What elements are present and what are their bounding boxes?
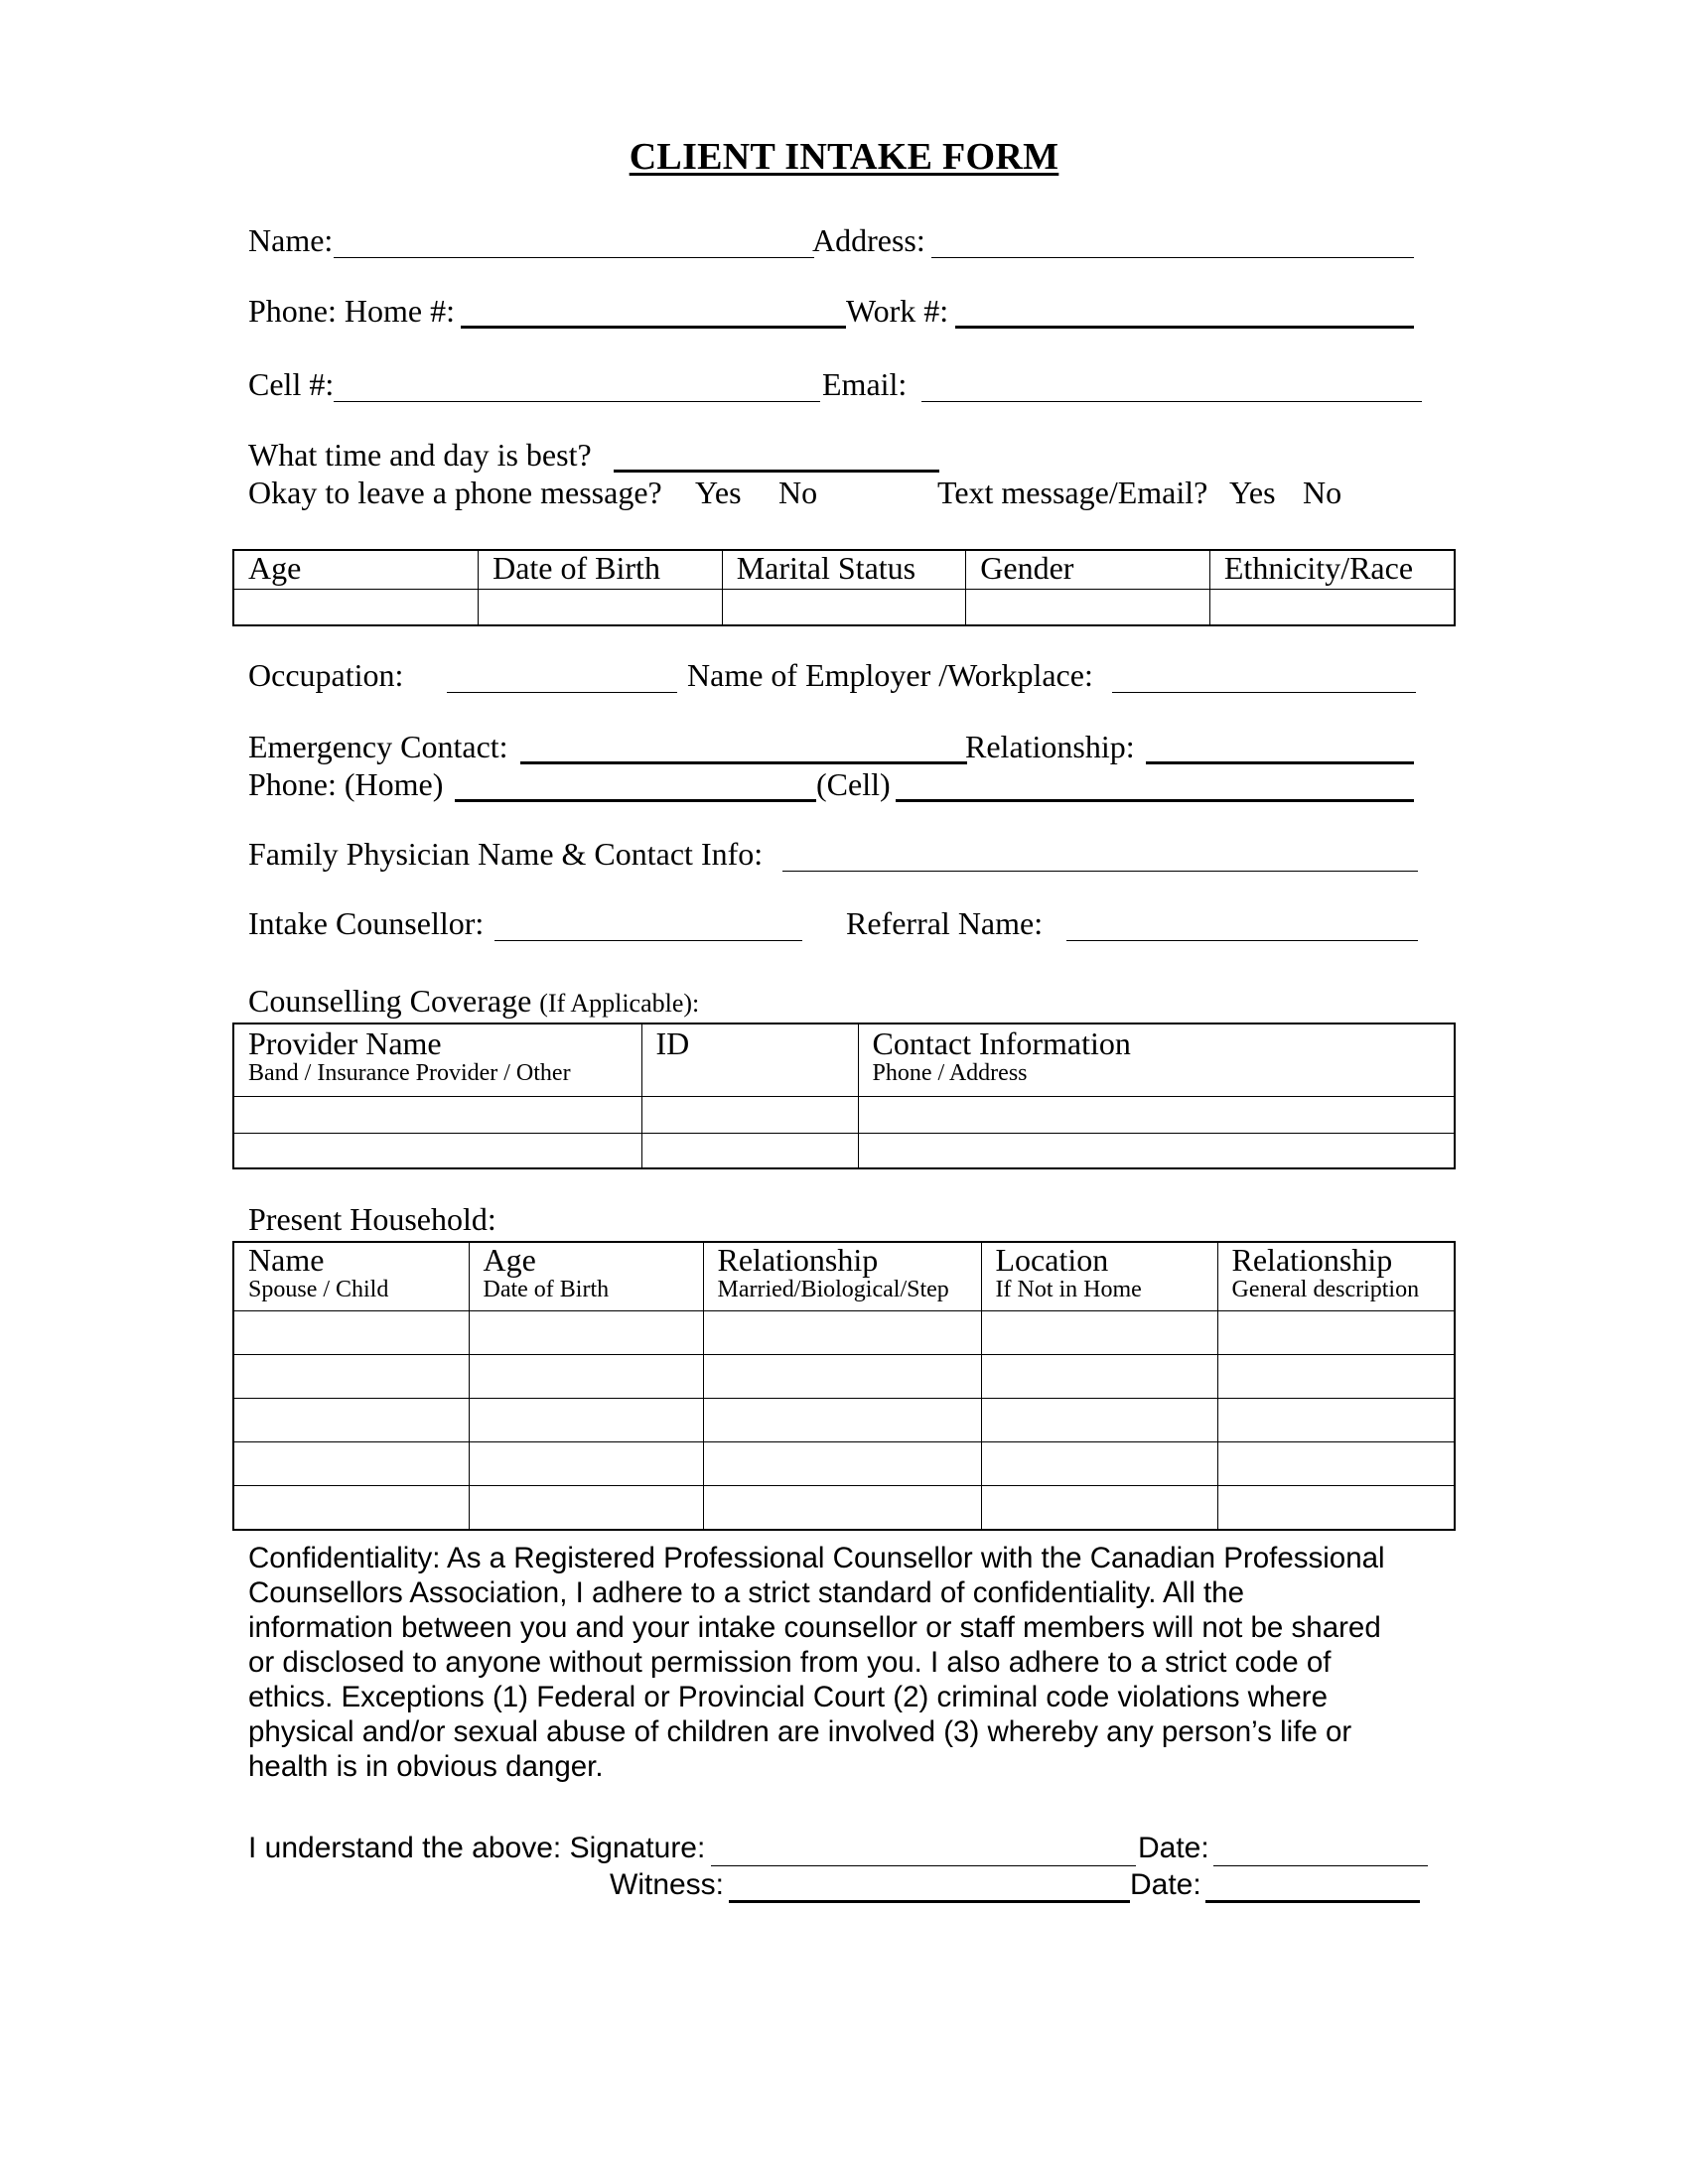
household-header-relationship: Relationship Married/Biological/Step — [703, 1243, 981, 1310]
relationship-label: Relationship: — [965, 729, 1135, 764]
witness-row — [248, 1865, 1440, 1905]
confidentiality-line: information between you and your intake counsellor or staff members will not be shared — [248, 1611, 1381, 1644]
confidentiality-line: health is in obvious danger. — [248, 1750, 604, 1783]
coverage-id-cell[interactable] — [641, 1096, 858, 1133]
intake-counsellor-field[interactable] — [494, 940, 802, 941]
dob-cell[interactable] — [479, 589, 723, 624]
emergency-phone-home-label: Phone: (Home) — [248, 766, 444, 802]
household-row — [234, 1485, 1454, 1529]
cell-label: Cell #: — [248, 366, 335, 402]
household-description-cell[interactable] — [1217, 1398, 1454, 1441]
household-description-cell[interactable] — [1217, 1485, 1454, 1529]
coverage-table — [232, 1023, 1456, 1169]
household-location-cell[interactable] — [981, 1398, 1217, 1441]
household-table — [232, 1241, 1456, 1531]
gender-cell[interactable] — [966, 589, 1210, 624]
household-description-cell[interactable] — [1217, 1310, 1454, 1354]
household-name-cell[interactable] — [234, 1441, 469, 1485]
physician-field[interactable] — [782, 871, 1418, 872]
household-row — [234, 1354, 1454, 1398]
signature-date-label: Date: — [1138, 1832, 1209, 1864]
household-age-cell[interactable] — [469, 1398, 703, 1441]
coverage-header-id: ID — [641, 1024, 858, 1096]
confidentiality-line: or disclosed to anyone without permission from you. I also adhere to a strict code of — [248, 1646, 1332, 1679]
emergency-phone-home-field[interactable] — [455, 799, 816, 802]
household-location-cell[interactable] — [981, 1310, 1217, 1354]
message-permission-row — [248, 473, 1440, 512]
work-label: Work #: — [846, 293, 949, 329]
household-description-cell[interactable] — [1217, 1441, 1454, 1485]
address-label: Address: — [812, 222, 925, 258]
household-location-cell[interactable] — [981, 1441, 1217, 1485]
household-location-cell[interactable] — [981, 1354, 1217, 1398]
intake-counsellor-label: Intake Counsellor: — [248, 905, 485, 941]
household-row — [234, 1441, 1454, 1485]
coverage-caption: Counselling Coverage (If Applicable): — [248, 983, 700, 1019]
demographics-header-ethnicity: Ethnicity/Race — [1209, 551, 1454, 589]
household-relationship-cell[interactable] — [703, 1354, 981, 1398]
witness-date-field[interactable] — [1205, 1900, 1420, 1903]
emergency-contact-row — [248, 727, 1440, 766]
emergency-cell-label: (Cell) — [816, 766, 891, 802]
name-label: Name: — [248, 222, 334, 258]
coverage-contact-cell[interactable] — [858, 1096, 1454, 1133]
household-name-cell[interactable] — [234, 1485, 469, 1529]
text-email-no-option[interactable]: No — [1303, 475, 1342, 510]
email-label: Email: — [822, 366, 908, 402]
witness-date-label: Date: — [1130, 1868, 1201, 1901]
phone-home-field[interactable] — [461, 326, 846, 329]
signature-label: I understand the above: Signature: — [248, 1832, 706, 1864]
phone-message-yes-option[interactable]: Yes — [695, 475, 742, 510]
household-age-cell[interactable] — [469, 1354, 703, 1398]
phone-message-no-option[interactable]: No — [778, 475, 818, 510]
referral-label: Referral Name: — [846, 905, 1044, 941]
marital-status-cell[interactable] — [722, 589, 966, 624]
text-email-label: Text message/Email? — [937, 475, 1208, 510]
coverage-header-provider: Provider Name Band / Insurance Provider / Other — [234, 1024, 641, 1096]
demographics-table — [232, 549, 1456, 626]
signature-row — [248, 1829, 1440, 1868]
best-time-label: What time and day is best? — [248, 437, 592, 473]
demographics-header-marital: Marital Status — [722, 551, 966, 589]
coverage-provider-cell[interactable] — [234, 1096, 641, 1133]
demographics-header-dob: Date of Birth — [479, 551, 723, 589]
household-age-cell[interactable] — [469, 1485, 703, 1529]
confidentiality-line: Counsellors Association, I adhere to a strict standard of confidentiality. All the — [248, 1576, 1244, 1609]
witness-label: Witness: — [610, 1868, 725, 1901]
confidentiality-line: Confidentiality: As a Registered Professional Counsellor with the Canadian Professional — [248, 1542, 1385, 1574]
coverage-provider-cell[interactable] — [234, 1133, 641, 1167]
employer-field[interactable] — [1112, 692, 1416, 693]
email-field[interactable] — [921, 401, 1422, 402]
household-relationship-cell[interactable] — [703, 1441, 981, 1485]
household-location-cell[interactable] — [981, 1485, 1217, 1529]
household-name-cell[interactable] — [234, 1310, 469, 1354]
household-header-general: Relationship General description — [1217, 1243, 1454, 1310]
household-row — [234, 1398, 1454, 1441]
household-caption: Present Household: — [248, 1201, 496, 1237]
emergency-cell-field[interactable] — [896, 799, 1414, 802]
physician-label: Family Physician Name & Contact Info: — [248, 836, 764, 872]
ethnicity-cell[interactable] — [1209, 589, 1454, 624]
occupation-field[interactable] — [447, 692, 677, 693]
coverage-id-cell[interactable] — [641, 1133, 858, 1167]
household-relationship-cell[interactable] — [703, 1310, 981, 1354]
household-relationship-cell[interactable] — [703, 1485, 981, 1529]
text-email-yes-option[interactable]: Yes — [1229, 475, 1276, 510]
phone-message-label: Okay to leave a phone message? — [248, 475, 662, 510]
intake-row — [248, 903, 1440, 943]
household-relationship-cell[interactable] — [703, 1398, 981, 1441]
cell-field[interactable] — [334, 401, 820, 402]
household-row — [234, 1310, 1454, 1354]
household-age-cell[interactable] — [469, 1310, 703, 1354]
household-header-age: Age Date of Birth — [469, 1243, 703, 1310]
coverage-contact-cell[interactable] — [858, 1133, 1454, 1167]
address-field[interactable] — [931, 257, 1414, 258]
physician-row — [248, 834, 1440, 874]
confidentiality-statement — [248, 1541, 1440, 1784]
occupation-row — [248, 655, 1440, 695]
referral-field[interactable] — [1066, 940, 1418, 941]
best-time-row — [248, 435, 1440, 475]
coverage-header-contact: Contact Information Phone / Address — [858, 1024, 1454, 1096]
employer-label: Name of Employer /Workplace: — [687, 657, 1093, 693]
demographics-header-age: Age — [234, 551, 479, 589]
coverage-caption-note: (If Applicable): — [539, 989, 700, 1018]
confidentiality-line: physical and/or sexual abuse of children are involved (3) whereby any person’s life or — [248, 1715, 1352, 1748]
household-name-cell[interactable] — [234, 1354, 469, 1398]
name-address-row — [248, 220, 1440, 260]
demographics-header-gender: Gender — [966, 551, 1210, 589]
phone-row — [248, 291, 1440, 331]
cell-email-row — [248, 364, 1440, 404]
emergency-phone-row — [248, 764, 1440, 804]
witness-field[interactable] — [729, 1900, 1130, 1903]
phone-home-label: Phone: Home #: — [248, 293, 455, 329]
household-header-location: Location If Not in Home — [981, 1243, 1217, 1310]
household-header-name: Name Spouse / Child — [234, 1243, 469, 1310]
household-age-cell[interactable] — [469, 1441, 703, 1485]
age-cell[interactable] — [234, 589, 479, 624]
household-description-cell[interactable] — [1217, 1354, 1454, 1398]
confidentiality-line: ethics. Exceptions (1) Federal or Provincial Court (2) criminal code violations where — [248, 1681, 1329, 1713]
name-field[interactable] — [334, 257, 814, 258]
form-title: CLIENT INTAKE FORM — [629, 136, 1059, 178]
emergency-contact-label: Emergency Contact: — [248, 729, 508, 764]
work-phone-field[interactable] — [955, 326, 1414, 329]
occupation-label: Occupation: — [248, 657, 404, 693]
household-name-cell[interactable] — [234, 1398, 469, 1441]
